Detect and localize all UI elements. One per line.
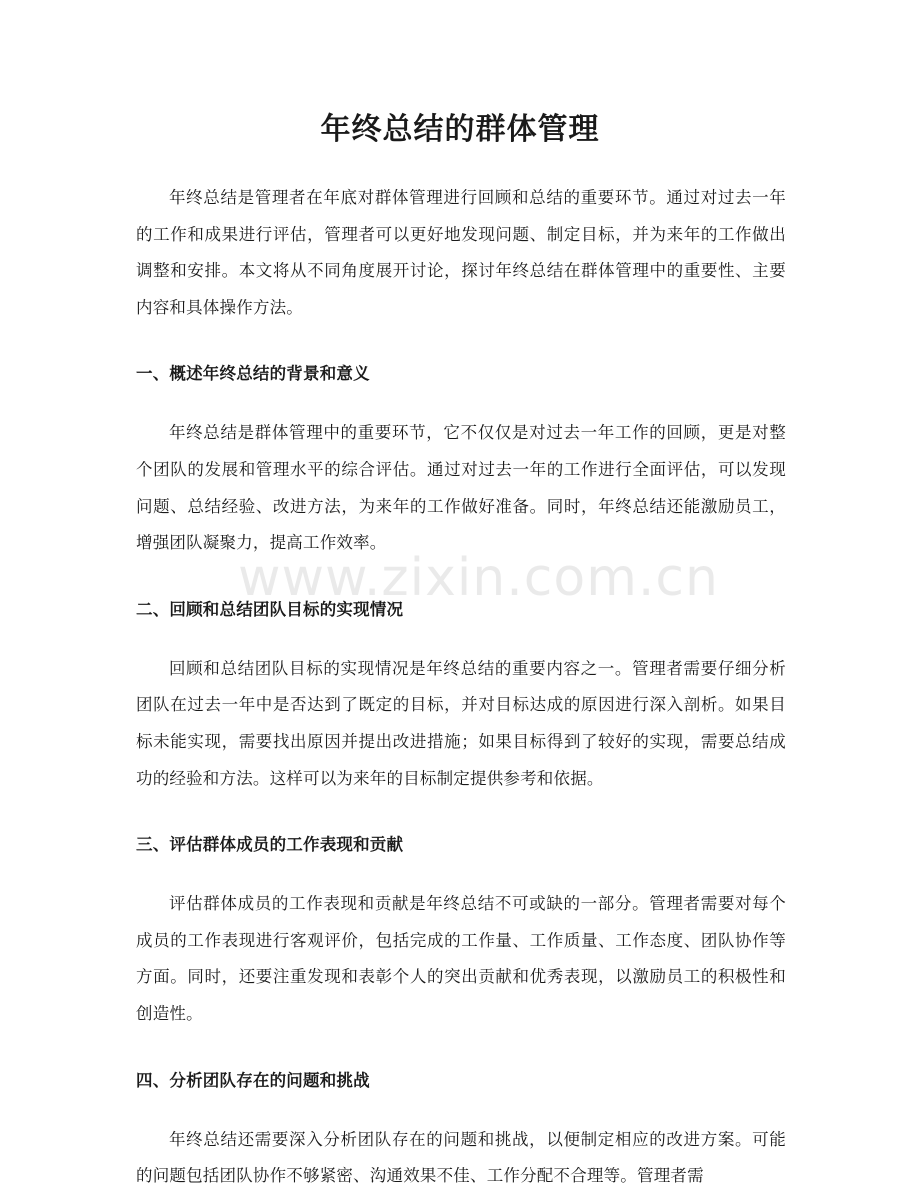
document-title: 年终总结的群体管理 xyxy=(320,112,600,147)
section-1-paragraph: 年终总结是群体管理中的重要环节，它不仅仅是对过去一年工作的回顾，更是对整个团队的发展和管理水平的综合评估。通过对过去一年的工作进行全面评估，可以发现问题、总结经验、改进方法，为来年的工作做好准备。同时，年终总结还能激励员工，增强团队凝聚力，提高工作效率。 xyxy=(136,423,786,553)
section-4-paragraph: 年终总结还需要深入分析团队存在的问题和挑战，以便制定相应的改进方案。可能的问题包括团队协作不够紧密、沟通效果不佳、工作分配不合理等。管理者需 xyxy=(136,1129,786,1186)
section-3-paragraph: 评估群体成员的工作表现和贡献是年终总结不可或缺的一部分。管理者需要对每个成员的工作表现进行客观评价，包括完成的工作量、工作质量、工作态度、团队协作等方面。同时，还要注重发现和表彰个人的突出贡献和优秀表现，以激励员工的积极性和创造性。 xyxy=(136,894,786,1023)
section-1-heading: 一、概述年终总结的背景和意义 xyxy=(136,364,370,384)
section-2-paragraph: 回顾和总结团队目标的实现情况是年终总结的重要内容之一。管理者需要仔细分析团队在过去一年中是否达到了既定的目标，并对目标达成的原因进行深入剖析。如果目标未能实现，需要找出原因并提出改进措施；如果目标得到了较好的实现，需要总结成功的经验和方法。这样可以为来年的目标制定提供参考和依据。 xyxy=(136,658,786,788)
section-2-heading: 二、回顾和总结团队目标的实现情况 xyxy=(136,599,404,619)
watermark-text: www.zixin.com.cn xyxy=(238,548,719,608)
document-body xyxy=(136,180,786,1195)
section-3-heading: 三、评估群体成员的工作表现和贡献 xyxy=(136,835,404,855)
intro-paragraph: 年终总结是管理者在年底对群体管理进行回顾和总结的重要环节。通过对过去一年的工作和成果进行评估，管理者可以更好地发现问题、制定目标，并为来年的工作做出调整和安排。本文将从不同角度展开讨论，探讨年终总结在群体管理中的重要性、主要内容和具体操作方法。 xyxy=(136,188,786,317)
section-4-heading: 四、分析团队存在的问题和挑战 xyxy=(136,1070,370,1090)
